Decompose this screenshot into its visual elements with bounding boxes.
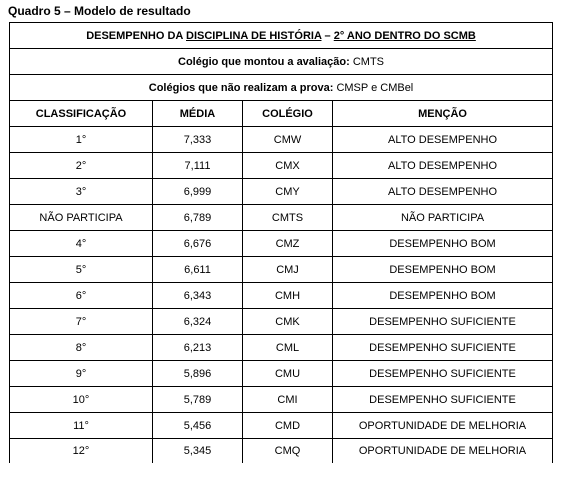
classification-cell: NÃO PARTICIPA xyxy=(10,205,153,231)
classification-cell: 4° xyxy=(10,231,153,257)
school-cell: CMJ xyxy=(243,257,333,283)
mention-cell: ALTO DESEMPENHO xyxy=(333,179,553,205)
mention-cell: ALTO DESEMPENHO xyxy=(333,153,553,179)
column-header: CLASSIFICAÇÃO xyxy=(10,101,153,127)
school-cell: CMK xyxy=(243,309,333,335)
classification-cell: 8° xyxy=(10,335,153,361)
mention-cell: DESEMPENHO BOM xyxy=(333,283,553,309)
table-row xyxy=(10,231,553,257)
school-cell: CMU xyxy=(243,361,333,387)
classification-cell: 9° xyxy=(10,361,153,387)
table-row xyxy=(10,387,553,413)
average-cell: 5,789 xyxy=(153,387,243,413)
mention-cell: NÃO PARTICIPA xyxy=(333,205,553,231)
table-row xyxy=(10,361,553,387)
mention-cell: DESEMPENHO SUFICIENTE xyxy=(333,335,553,361)
classification-cell: 2° xyxy=(10,153,153,179)
mention-cell: DESEMPENHO SUFICIENTE xyxy=(333,387,553,413)
average-cell: 6,343 xyxy=(153,283,243,309)
classification-cell: 1° xyxy=(10,127,153,153)
mention-cell: ALTO DESEMPENHO xyxy=(333,127,553,153)
table-row xyxy=(10,257,553,283)
school-cell: CML xyxy=(243,335,333,361)
table-row xyxy=(10,127,553,153)
average-cell: 6,324 xyxy=(153,309,243,335)
school-cell: CMZ xyxy=(243,231,333,257)
header-row xyxy=(10,101,553,127)
school-cell: CMX xyxy=(243,153,333,179)
school-cell: CMQ xyxy=(243,439,333,464)
results-table xyxy=(9,22,553,463)
mention-cell: OPORTUNIDADE DE MELHORIA xyxy=(333,439,553,464)
table-row xyxy=(10,283,553,309)
classification-cell: 7° xyxy=(10,309,153,335)
mention-cell: OPORTUNIDADE DE MELHORIA xyxy=(333,413,553,439)
school-cell: CMI xyxy=(243,387,333,413)
title-row xyxy=(10,23,553,49)
school-cell: CMW xyxy=(243,127,333,153)
organizer-cell: Colégio que montou a avaliação: CMTS xyxy=(10,49,553,75)
table-title: DESEMPENHO DA DISCIPLINA DE HISTÓRIA – 2° ANO DENTRO DO SCMB xyxy=(10,23,553,49)
mention-cell: DESEMPENHO SUFICIENTE xyxy=(333,361,553,387)
average-cell: 6,676 xyxy=(153,231,243,257)
table-row xyxy=(10,309,553,335)
table-caption: Quadro 5 – Modelo de resultado xyxy=(8,4,191,18)
classification-cell: 6° xyxy=(10,283,153,309)
average-cell: 7,111 xyxy=(153,153,243,179)
mention-cell: DESEMPENHO BOM xyxy=(333,257,553,283)
average-cell: 5,896 xyxy=(153,361,243,387)
classification-cell: 3° xyxy=(10,179,153,205)
organizer-row xyxy=(10,49,553,75)
average-cell: 7,333 xyxy=(153,127,243,153)
table-row xyxy=(10,153,553,179)
table-row xyxy=(10,205,553,231)
absent-cell: Colégios que não realizam a prova: CMSP e CMBel xyxy=(10,75,553,101)
classification-cell: 11° xyxy=(10,413,153,439)
column-header: COLÉGIO xyxy=(243,101,333,127)
column-header: MENÇÃO xyxy=(333,101,553,127)
average-cell: 6,789 xyxy=(153,205,243,231)
school-cell: CMH xyxy=(243,283,333,309)
absent-row xyxy=(10,75,553,101)
average-cell: 5,345 xyxy=(153,439,243,464)
average-cell: 6,611 xyxy=(153,257,243,283)
table-row xyxy=(10,439,553,464)
classification-cell: 5° xyxy=(10,257,153,283)
column-header: MÉDIA xyxy=(153,101,243,127)
table-row xyxy=(10,335,553,361)
average-cell: 5,456 xyxy=(153,413,243,439)
table-row xyxy=(10,413,553,439)
school-cell: CMD xyxy=(243,413,333,439)
table-row xyxy=(10,179,553,205)
classification-cell: 10° xyxy=(10,387,153,413)
classification-cell: 12° xyxy=(10,439,153,464)
average-cell: 6,999 xyxy=(153,179,243,205)
school-cell: CMTS xyxy=(243,205,333,231)
school-cell: CMY xyxy=(243,179,333,205)
average-cell: 6,213 xyxy=(153,335,243,361)
mention-cell: DESEMPENHO BOM xyxy=(333,231,553,257)
mention-cell: DESEMPENHO SUFICIENTE xyxy=(333,309,553,335)
